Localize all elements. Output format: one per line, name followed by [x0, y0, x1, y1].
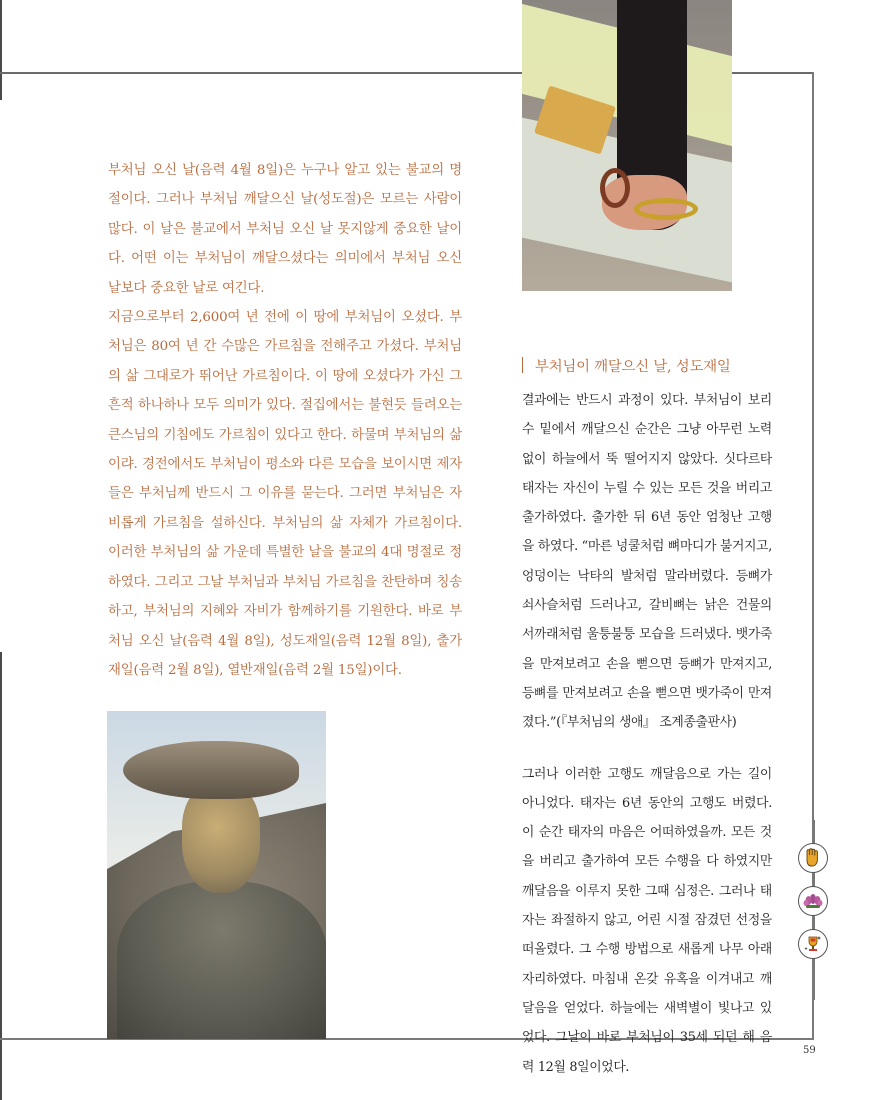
- lotus-icon: [798, 886, 828, 916]
- photo-prayer-beads-yellow: [634, 198, 698, 220]
- section-heading-text: 부처님이 깨달으신 날, 성도재일: [535, 359, 731, 375]
- frame-left-line-top: [0, 0, 2, 100]
- right-column-text: [522, 386, 772, 1082]
- page-number: 59: [803, 1045, 816, 1056]
- left-column-text: [108, 156, 462, 685]
- photo-prayer-beads-brown: [600, 168, 630, 208]
- photo-statue-body: [117, 881, 326, 1039]
- photo-stone-buddha: [107, 711, 326, 1039]
- photo-prayer-mat: [522, 0, 732, 291]
- photo-statue-hat: [123, 741, 299, 799]
- photo-statue-head: [182, 783, 260, 893]
- left-paragraph-1: 부처님 오신 날(음력 4월 8일)은 누구나 알고 있는 불교의 명절이다. 그러나 부처님 깨달으신 날(성도절)은 모르는 사람이 많다. 이 날은 불교에서 부처님 오신 날 못지않게 중요한 날이다. 어떤 이는 부처님이 깨달으셨다는 의미에서 부처님 오신 날보다 중요한 날로 여긴다.: [108, 163, 462, 296]
- left-paragraph-2: 지금으로부터 2,600여 년 전에 이 땅에 부처님이 오셨다. 부처님은 80여 년 간 수많은 가르침을 전해주고 가셨다. 부처님의 삶 그대로가 뛰어난 가르침이다. 이 땅에 오셨다가 가신 그 흔적 하나하나 모두 의미가 있다. 절집에서는 불현듯 들려오는 큰스님의 기침에도 가르침이 있다고 한다. 하물며 부처님의 삶이랴. 경전에서도 부처님이 평소와 다른 모습을 보이시면 제자들은 부처님께 반드시 그 이유를 묻는다. 그러면 부처님은 자비롭게 가르침을 설하신다. 부처님의 삶 자체가 가르침이다. 이러한 부처님의 삶 가운데 특별한 날을 불교의 4대 명절로 정하였다. 그리고 그날 부처님과 부처님 가르침을 찬탄하며 칭송하고, 부처님의 지혜와 자비가 함께하기를 기원한다. 바로 부처님 오신 날(음력 4월 8일), 성도재일(음력 12월 8일), 출가재일(음력 2월 8일), 열반재일(음력 2월 15일)이다.: [108, 310, 462, 678]
- section-heading: [522, 355, 731, 376]
- trophy-icon: [798, 929, 828, 959]
- right-paragraph-1: 결과에는 반드시 과정이 있다. 부처님이 보리수 밑에서 깨달으신 순간은 그냥 아무런 노력 없이 하늘에서 뚝 떨어지지 않았다. 싯다르타 태자는 자신이 누릴 수 있는 모든 것을 버리고 출가하였다. 출가한 뒤 6년 동안 엄청난 고행을 하였다. “마른 넝쿨처럼 뼈마디가 불거지고, 엉덩이는 낙타의 발처럼 말라버렸다. 등뼈가 쇠사슬처럼 드러나고, 갈비뼈는 낡은 건물의 서까래처럼 울퉁불퉁 모습을 드러냈다. 뱃가죽을 만져보려고 손을 뻗으면 등뼈가 만져지고, 등뼈를 만져보려고 손을 뻗으면 뱃가죽이 만져졌다.”(『부처님의 생애』 조계종출판사): [522, 393, 772, 731]
- hand-icon: [798, 843, 828, 873]
- right-paragraph-2: 그러나 이러한 고행도 깨달음으로 가는 길이 아니었다. 태자는 6년 동안의 고행도 버렸다. 이 순간 태자의 마음은 어떠하였을까. 모든 것을 버리고 출가하여 모든 수행을 다 하였지만 깨달음을 이루지 못한 그때 심정은. 그러나 태자는 좌절하지 않고, 어린 시절 잠겼던 선정을 떠올렸다. 그 수행 방법으로 새롭게 나무 아래 자리하였다. 마침내 온갖 유혹을 이겨내고 깨달음을 얻었다. 하늘에는 새벽별이 빛나고 있었다. 그날이 바로 부처님이 35세 되던 해 음력 12월 8일이었다.: [522, 766, 772, 1075]
- frame-left-line-bottom: [0, 652, 2, 1100]
- heading-bar: [522, 357, 523, 373]
